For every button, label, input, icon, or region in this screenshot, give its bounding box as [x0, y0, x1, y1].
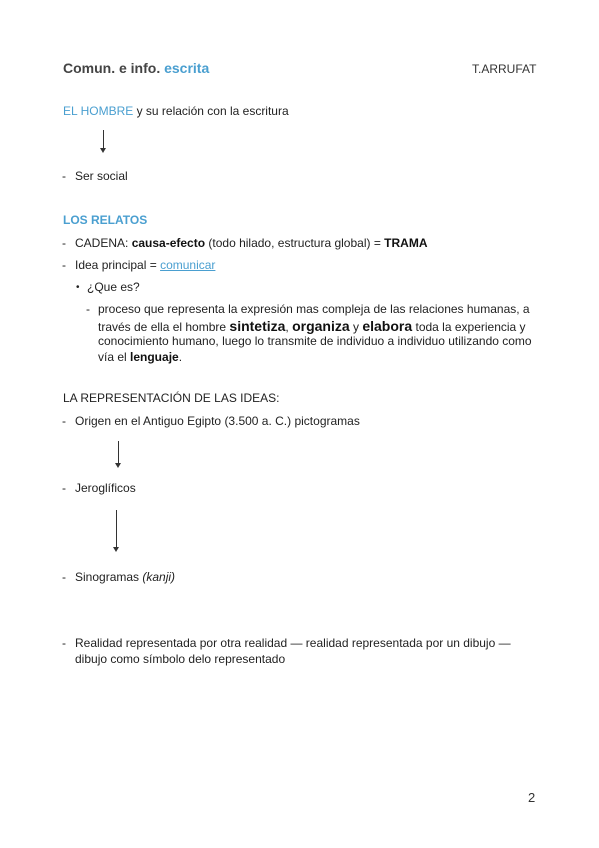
- intro-line: [63, 103, 289, 119]
- kanji-text: (kanji): [142, 570, 176, 584]
- dash-marker: -: [62, 258, 66, 272]
- dash-marker: -: [62, 636, 66, 650]
- section-heading-representacion: LA REPRESENTACIÓN DE LAS IDEAS:: [63, 391, 280, 405]
- sinogramas-text: Sinogramas: [75, 570, 143, 584]
- def-l4-c: .: [178, 350, 183, 364]
- def-elabora: elabora: [362, 318, 413, 334]
- title-accent: escrita: [164, 60, 210, 76]
- item-jeroglificos: Jeroglíficos: [75, 481, 136, 495]
- def-l2-a: través de ella el hombre: [98, 320, 230, 334]
- author-name: T.ARRUFAT: [472, 62, 537, 76]
- cadena-trama: TRAMA: [384, 236, 428, 250]
- title-main: Comun. e info.: [63, 60, 161, 76]
- dash-marker: -: [62, 481, 66, 495]
- def-lenguaje: lenguaje: [130, 350, 179, 364]
- down-arrow-icon: [103, 130, 104, 151]
- def-l2-d: y: [349, 320, 363, 334]
- def-l2-c: ,: [285, 320, 293, 334]
- definition-line-1: proceso que representa la expresión mas compleja de las relaciones humanas, a: [98, 302, 530, 316]
- cadena-mid: (todo hilado, estructura global) =: [205, 236, 385, 250]
- item-realidad-line-1: Realidad representada por otra realidad — realidad representada por un dibujo —: [75, 636, 511, 650]
- definition-line-4: [98, 349, 182, 365]
- dash-marker: -: [86, 302, 90, 316]
- page-number: 2: [528, 790, 536, 805]
- bullet-dot: •: [76, 282, 80, 293]
- document-title: [63, 60, 209, 76]
- def-sintetiza: sintetiza: [229, 318, 286, 334]
- def-organiza: organiza: [292, 318, 350, 334]
- cadena-prefix: CADENA:: [75, 236, 132, 250]
- dash-marker: -: [62, 570, 66, 584]
- dash-marker: -: [62, 236, 66, 250]
- item-origen: Origen en el Antiguo Egipto (3.500 a. C.) pictogramas: [75, 414, 360, 428]
- def-l4-a: vía el: [98, 350, 131, 364]
- cadena-bold: causa-efecto: [131, 236, 206, 250]
- dash-marker: -: [62, 414, 66, 428]
- down-arrow-icon: [118, 441, 119, 466]
- section-heading-relatos: LOS RELATOS: [63, 213, 148, 227]
- intro-accent: EL HOMBRE: [63, 104, 134, 118]
- item-sinogramas: [75, 569, 175, 585]
- cadena-line: [75, 235, 428, 251]
- item-realidad-line-2: dibujo como símbolo delo representado: [75, 652, 286, 666]
- idea-line: [75, 257, 215, 273]
- def-l2-e: toda la experiencia y: [412, 320, 526, 334]
- bullet-que-es: ¿Que es?: [87, 280, 140, 294]
- definition-line-3: conocimiento humano, luego lo transmite de individuo a individuo utilizando como: [98, 334, 532, 348]
- intro-rest: y su relación con la escritura: [133, 104, 289, 118]
- down-arrow-icon: [116, 510, 117, 550]
- dash-marker: -: [62, 169, 66, 183]
- comunicar-link[interactable]: comunicar: [160, 258, 216, 272]
- dash-item-ser-social: Ser social: [75, 169, 128, 183]
- idea-prefix: Idea principal =: [75, 258, 161, 272]
